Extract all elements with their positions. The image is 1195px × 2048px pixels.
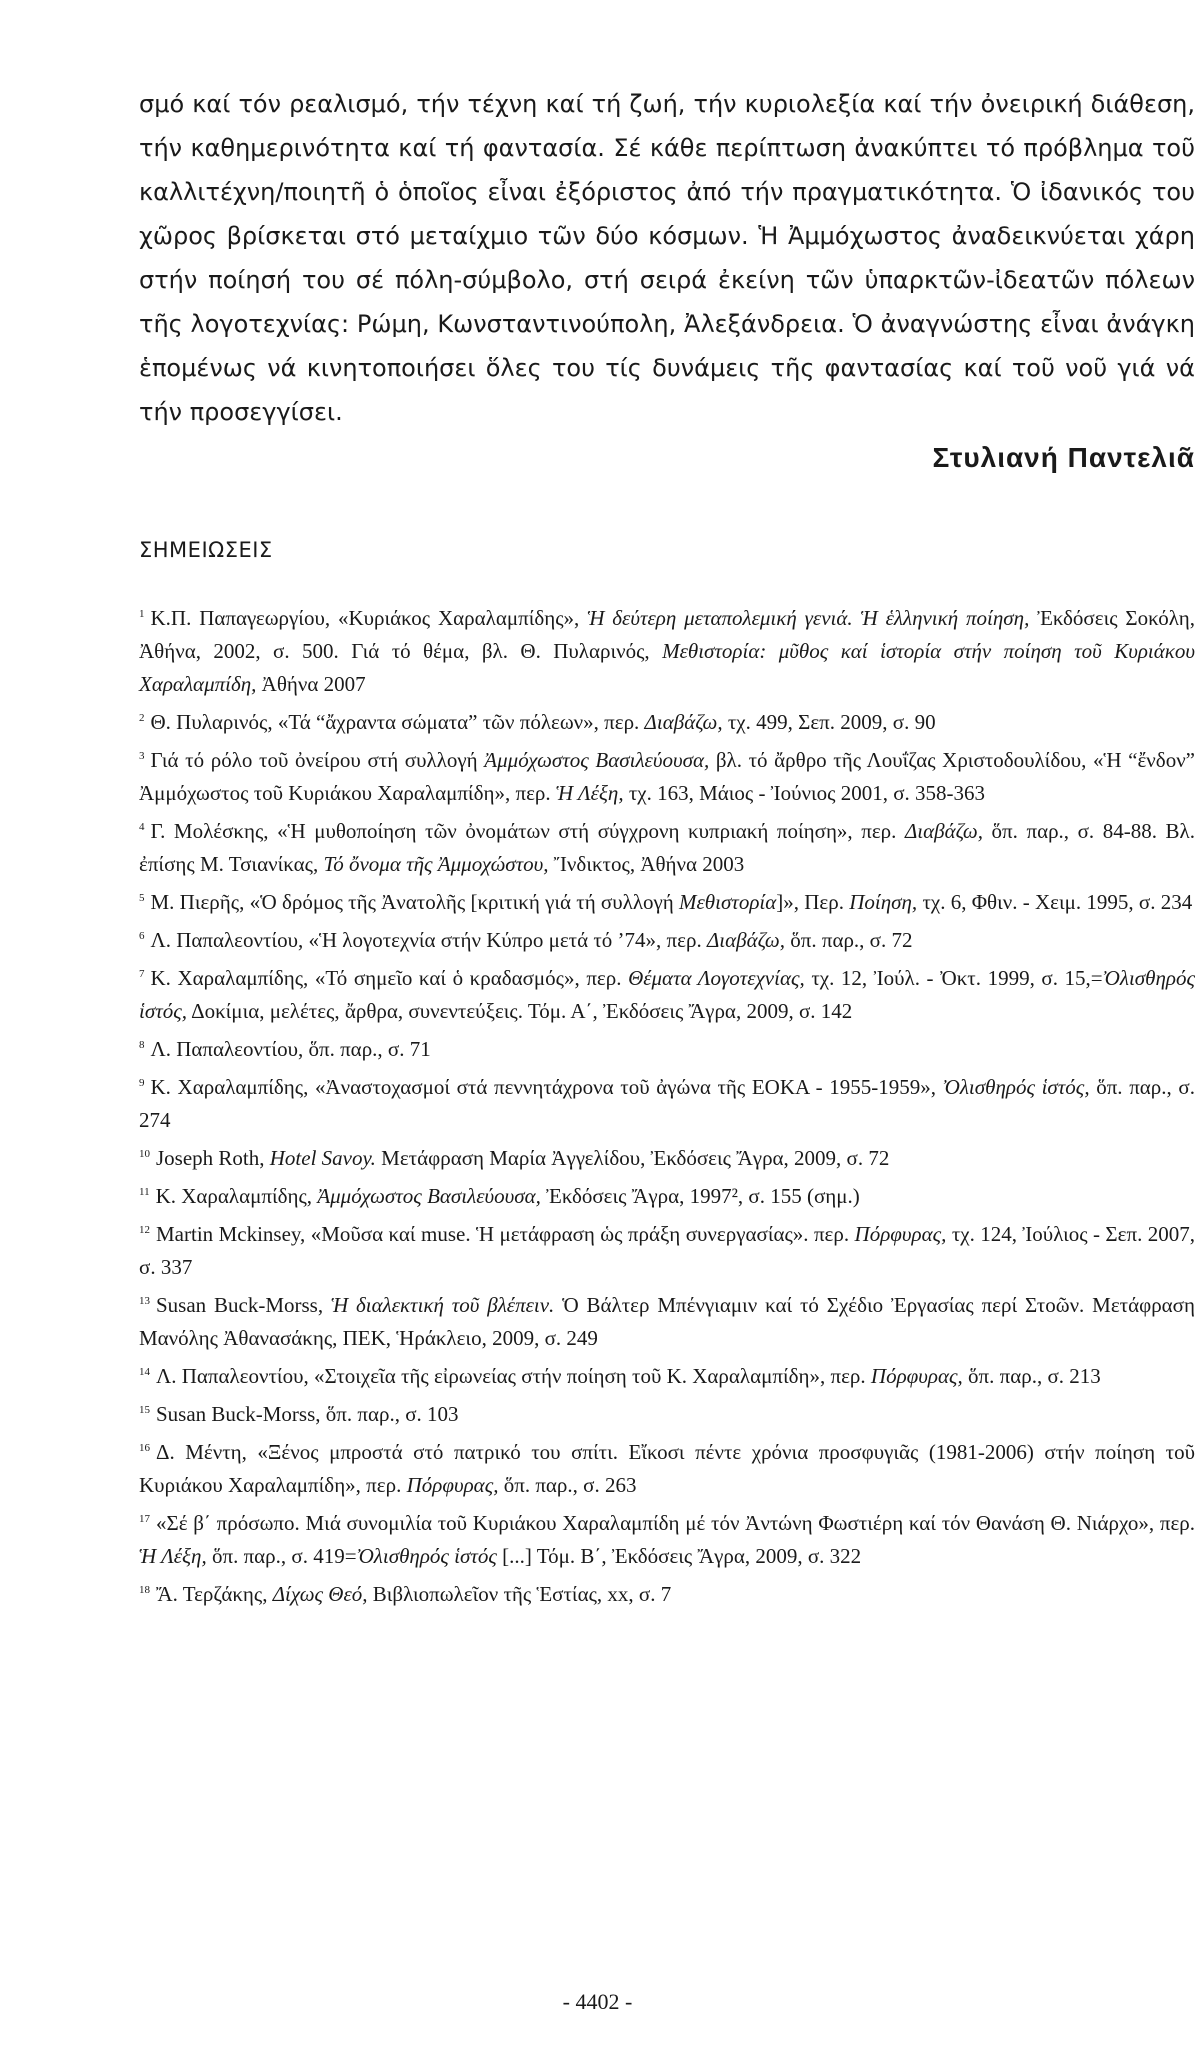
footnote-text: ὅπ. παρ., σ. 72 — [785, 928, 913, 952]
footnote-text: «Σέ β΄ πρόσωπο. Μιά συνομιλία τοῦ Κυριάκου Χαραλαμπίδη μέ τόν Ἀντώνη Φωστιέρη καί τόν Θανάση Θ. Νιάρχο», περ. — [156, 1511, 1195, 1535]
footnote-number: 17 — [139, 1513, 150, 1525]
footnote-text: Κ. Χαραλαμπίδης, «Ἀναστοχασμοί στά πεννητάχρονα τοῦ ἀγώνα τῆς ΕΟΚΑ - 1955-1959», — [150, 1075, 943, 1099]
footnote-text: Ἀθήνα 2007 — [256, 672, 366, 696]
footnote-text: τχ. 6, Φθιν. - Χειμ. 1995, σ. 234 — [917, 890, 1193, 914]
footnote-number: 1 — [139, 608, 145, 620]
footnote-title: Ἡ δεύτερη μεταπολεμική γενιά. Ἡ ἑλληνική ποίηση, — [587, 606, 1030, 630]
footnote-number: 5 — [139, 892, 145, 904]
footnote-title: Ὀλισθηρός ἱστός, — [139, 966, 1195, 1023]
footnote-title: Μεθιστορία — [679, 890, 777, 914]
footnote-text: Γ. Μολέσκης, «Ἡ μυθοποίηση τῶν ὀνομάτων στή σύγχρονη κυπριακή ποίηση», περ. — [150, 819, 905, 843]
footnote-15 — [139, 1394, 1195, 1431]
footnote-text: Δοκίμια, μελέτες, ἄρθρα, συνεντεύξεις. Τόμ. Α΄, Ἐκδόσεις Ἄγρα, 2009, σ. 142 — [186, 999, 853, 1023]
footnote-3 — [139, 740, 1195, 810]
footnote-text: τχ. 499, Σεπ. 2009, σ. 90 — [722, 710, 936, 734]
footnote-title: Ἡ διαλεκτική τοῦ βλέπειν. — [330, 1293, 555, 1317]
page-number: - 4402 - — [562, 1989, 633, 2014]
footnote-text: Μ. Πιερῆς, «Ὁ δρόμος τῆς Ἀνατολῆς [κριτική γιά τή συλλογή — [150, 890, 680, 914]
footnote-text: τχ. 163, Μάιος - Ἰούνιος 2001, σ. 358-363 — [623, 781, 986, 805]
footnote-number: 9 — [139, 1077, 145, 1089]
footnote-11 — [139, 1176, 1195, 1213]
footnote-text: Λ. Παπαλεοντίου, ὅπ. παρ., σ. 71 — [150, 1037, 431, 1061]
footnote-text: Μετάφραση Μαρία Ἀγγελίδου, Ἐκδόσεις Ἄγρα, 2009, σ. 72 — [375, 1146, 890, 1170]
footnote-16 — [139, 1432, 1195, 1502]
footnote-number: 18 — [139, 1584, 150, 1596]
footnote-title: Πόρφυρας, — [406, 1473, 499, 1497]
footnote-text: Ἴνδικτος, Ἀθήνα 2003 — [548, 852, 745, 876]
footnote-title: Πόρφυρας, — [870, 1364, 963, 1388]
body-paragraph: σμό καί τόν ρεαλισμό, τήν τέχνη καί τή ζωή, τήν κυριολεξία καί τήν ὀνειρική διάθεση, τήν καθημερινότητα καί τή φαντασία. Σέ κάθε περίπτωση ἀνακύπτει τό πρόβλημα τοῦ καλλιτέχνη/ποιητῆ ὁ ὁποῖος εἶναι ἐξόριστος ἀπό τήν πραγματικότητα. Ὁ ἰδανικός του χῶρος βρίσκεται στό μεταίχμιο τῶν δύο κόσμων. Ἡ Ἀμμόχωστος ἀναδεικνύεται χάρη στήν ποίησή του σέ πόλη-σύμβολο, στή σειρά ἐκείνη τῶν ὑπαρκτῶν-ἰδεατῶν πόλεων τῆς λογοτεχνίας: Ρώμη, Κωνσταντινούπολη, Ἀλεξάνδρεια. Ὁ ἀναγνώστης εἶναι ἀνάγκη ἑπομένως νά κινητοποιήσει ὅλες του τίς δυνάμεις τῆς φαντασίας καί τοῦ νοῦ γιά νά τήν προσεγγίσει. — [139, 90, 1195, 426]
footnote-title: Διαβάζω, — [904, 819, 983, 843]
footnote-text: Ἄ. Τερζάκης, — [156, 1582, 273, 1606]
page-content — [139, 82, 1195, 1612]
footnote-text: Δ. Μέντη, «Ξένος μπροστά στό πατρικό του σπίτι. Εἴκοσι πέντε χρόνια προσφυγιᾶς (1981-2006) στήν ποίηση τοῦ Κυριάκου Χαραλαμπίδη», περ. — [139, 1440, 1195, 1497]
footnote-text: βλ. τό ἄρθρο τῆς Λουΐζας Χριστοδουλίδου, «Ἡ “ἔνδον” Ἀμμόχωστος τοῦ Κυριάκου Χαραλαμπίδη», περ. — [139, 748, 1195, 805]
footnote-text: Γιά τό ρόλο τοῦ ὀνείρου στή συλλογή — [150, 748, 485, 772]
footnote-title: Ἡ Λέξη, — [555, 781, 624, 805]
footnote-number: 4 — [139, 821, 145, 833]
footnote-text: Λ. Παπαλεοντίου, «Στοιχεῖα τῆς εἰρωνείας στήν ποίηση τοῦ Κ. Χαραλαμπίδη», περ. — [156, 1364, 871, 1388]
footnote-title: Διαβάζω, — [706, 928, 785, 952]
footnote-text: Susan Buck-Morss, — [156, 1293, 331, 1317]
footnote-text: Martin Mckinsey, «Μοῦσα καί muse. Ἡ μετάφραση ὡς πράξη συνεργασίας». περ. — [156, 1222, 855, 1246]
footnote-number: 8 — [139, 1039, 145, 1051]
footnote-6 — [139, 920, 1195, 957]
footnote-title: Τό ὄνομα τῆς Ἀμμοχώστου, — [323, 852, 549, 876]
footnote-text: [...] Τόμ. Β΄, Ἐκδόσεις Ἄγρα, 2009, σ. 322 — [496, 1544, 862, 1568]
footnote-10 — [139, 1138, 1195, 1175]
footnote-4 — [139, 811, 1195, 881]
footnote-number: 3 — [139, 750, 145, 762]
footnote-number: 7 — [139, 968, 145, 980]
notes-heading: ΣΗΜΕΙΩΣΕΙΣ — [139, 538, 273, 562]
footnote-text: Κ.Π. Παπαγεωργίου, «Κυριάκος Χαραλαμπίδης», — [150, 606, 588, 630]
footnote-title: Μεθιστορία: μῦθος καί ἱστορία στήν ποίηση τοῦ Κυριάκου Χαραλαμπίδη, — [139, 639, 1195, 696]
footnote-7 — [139, 958, 1195, 1028]
footnote-1 — [139, 598, 1195, 701]
footnote-text: ὅπ. παρ., σ. 263 — [498, 1473, 637, 1497]
footnote-title: Πόρφυρας, — [854, 1222, 947, 1246]
footnote-number: 13 — [139, 1295, 150, 1307]
footnote-text: Βιβλιοπωλεῖον τῆς Ἑστίας, xx, σ. 7 — [367, 1582, 672, 1606]
footnote-title: Διαβάζω, — [644, 710, 723, 734]
footnote-number: 12 — [139, 1224, 150, 1236]
footnote-text: ὅπ. παρ., σ. 274 — [139, 1075, 1195, 1132]
footnote-number: 14 — [139, 1366, 150, 1378]
footnote-text: Ὁ Βάλτερ Μπένγιαμιν καί τό Σχέδιο Ἐργασίας περί Στοῶν. Μετάφραση Μανόλης Ἀθανασάκης, ΠΕΚ, Ἡράκλειο, 2009, σ. 249 — [139, 1293, 1195, 1350]
footnote-title: Ποίηση, — [849, 890, 918, 914]
footnote-text: τχ. 124, Ἰούλιος - Σεπ. 2007, σ. 337 — [139, 1222, 1195, 1279]
footnote-17 — [139, 1503, 1195, 1573]
footnote-number: 6 — [139, 930, 145, 942]
footnote-text: Joseph Roth, — [156, 1146, 270, 1170]
footnote-text: τχ. 12, Ἰούλ. - Ὀκτ. 1999, σ. 15,= — [804, 966, 1103, 990]
footnote-text: Κ. Χαραλαμπίδης, — [155, 1184, 318, 1208]
footnote-12 — [139, 1214, 1195, 1284]
footnote-text: Κ. Χαραλαμπίδης, «Τό σημεῖο καί ὁ κραδασμός», περ. — [150, 966, 629, 990]
footnote-text: Θ. Πυλαρινός, «Τά “ἄχραντα σώματα” τῶν πόλεων», περ. — [150, 710, 645, 734]
footnote-14 — [139, 1356, 1195, 1393]
footnote-text: Λ. Παπαλεοντίου, «Ἡ λογοτεχνία στήν Κύπρο μετά τό ’74», περ. — [150, 928, 707, 952]
footnote-18 — [139, 1574, 1195, 1611]
footnote-text: ὅπ. παρ., σ. 213 — [962, 1364, 1101, 1388]
footnote-text: Susan Buck-Morss, ὅπ. παρ., σ. 103 — [156, 1402, 459, 1426]
footnote-text: ὅπ. παρ., σ. 419= — [206, 1544, 357, 1568]
footnote-title: Δίχως Θεό, — [272, 1582, 368, 1606]
footnote-title: Ἀμμόχωστος Βασιλεύουσα, — [484, 748, 710, 772]
footnote-title: Θέματα Λογοτεχνίας, — [628, 966, 805, 990]
footnote-text: ὅπ. παρ., σ. 84-88. Βλ. ἐπίσης Μ. Τσιανίκας, — [139, 819, 1195, 876]
footnote-number: 11 — [139, 1186, 150, 1198]
footnote-title: Ἀμμόχωστος Βασιλεύουσα, — [317, 1184, 541, 1208]
footnote-13 — [139, 1285, 1195, 1355]
body-text — [139, 82, 1195, 474]
article-author: Στυλιανή Παντελιᾶ — [932, 442, 1195, 473]
footnote-title: Ὀλισθηρός ἱστός, — [942, 1075, 1090, 1099]
footnote-8 — [139, 1029, 1195, 1066]
footnote-text: Ἐκδόσεις Ἄγρα, 1997², σ. 155 (σημ.) — [540, 1184, 860, 1208]
notes-list — [139, 598, 1195, 1611]
footnote-text: Ἐκδόσεις Σοκόλη, Ἀθήνα, 2002, σ. 500. Γιά τό θέμα, βλ. Θ. Πυλαρινός, — [139, 606, 1195, 663]
footnote-title: Hotel Savoy. — [269, 1146, 376, 1170]
footnote-number: 2 — [139, 712, 145, 724]
footnote-number: 15 — [139, 1404, 150, 1416]
footnote-5 — [139, 882, 1195, 919]
footnote-title: Ὀλισθηρός ἱστός — [356, 1544, 497, 1568]
footnote-9 — [139, 1067, 1195, 1137]
footnote-number: 16 — [139, 1442, 150, 1454]
footnote-2 — [139, 702, 1195, 739]
footnote-title: Ἡ Λέξη, — [139, 1544, 207, 1568]
footnote-number: 10 — [139, 1148, 150, 1160]
footnote-text: ]», Περ. — [776, 890, 850, 914]
